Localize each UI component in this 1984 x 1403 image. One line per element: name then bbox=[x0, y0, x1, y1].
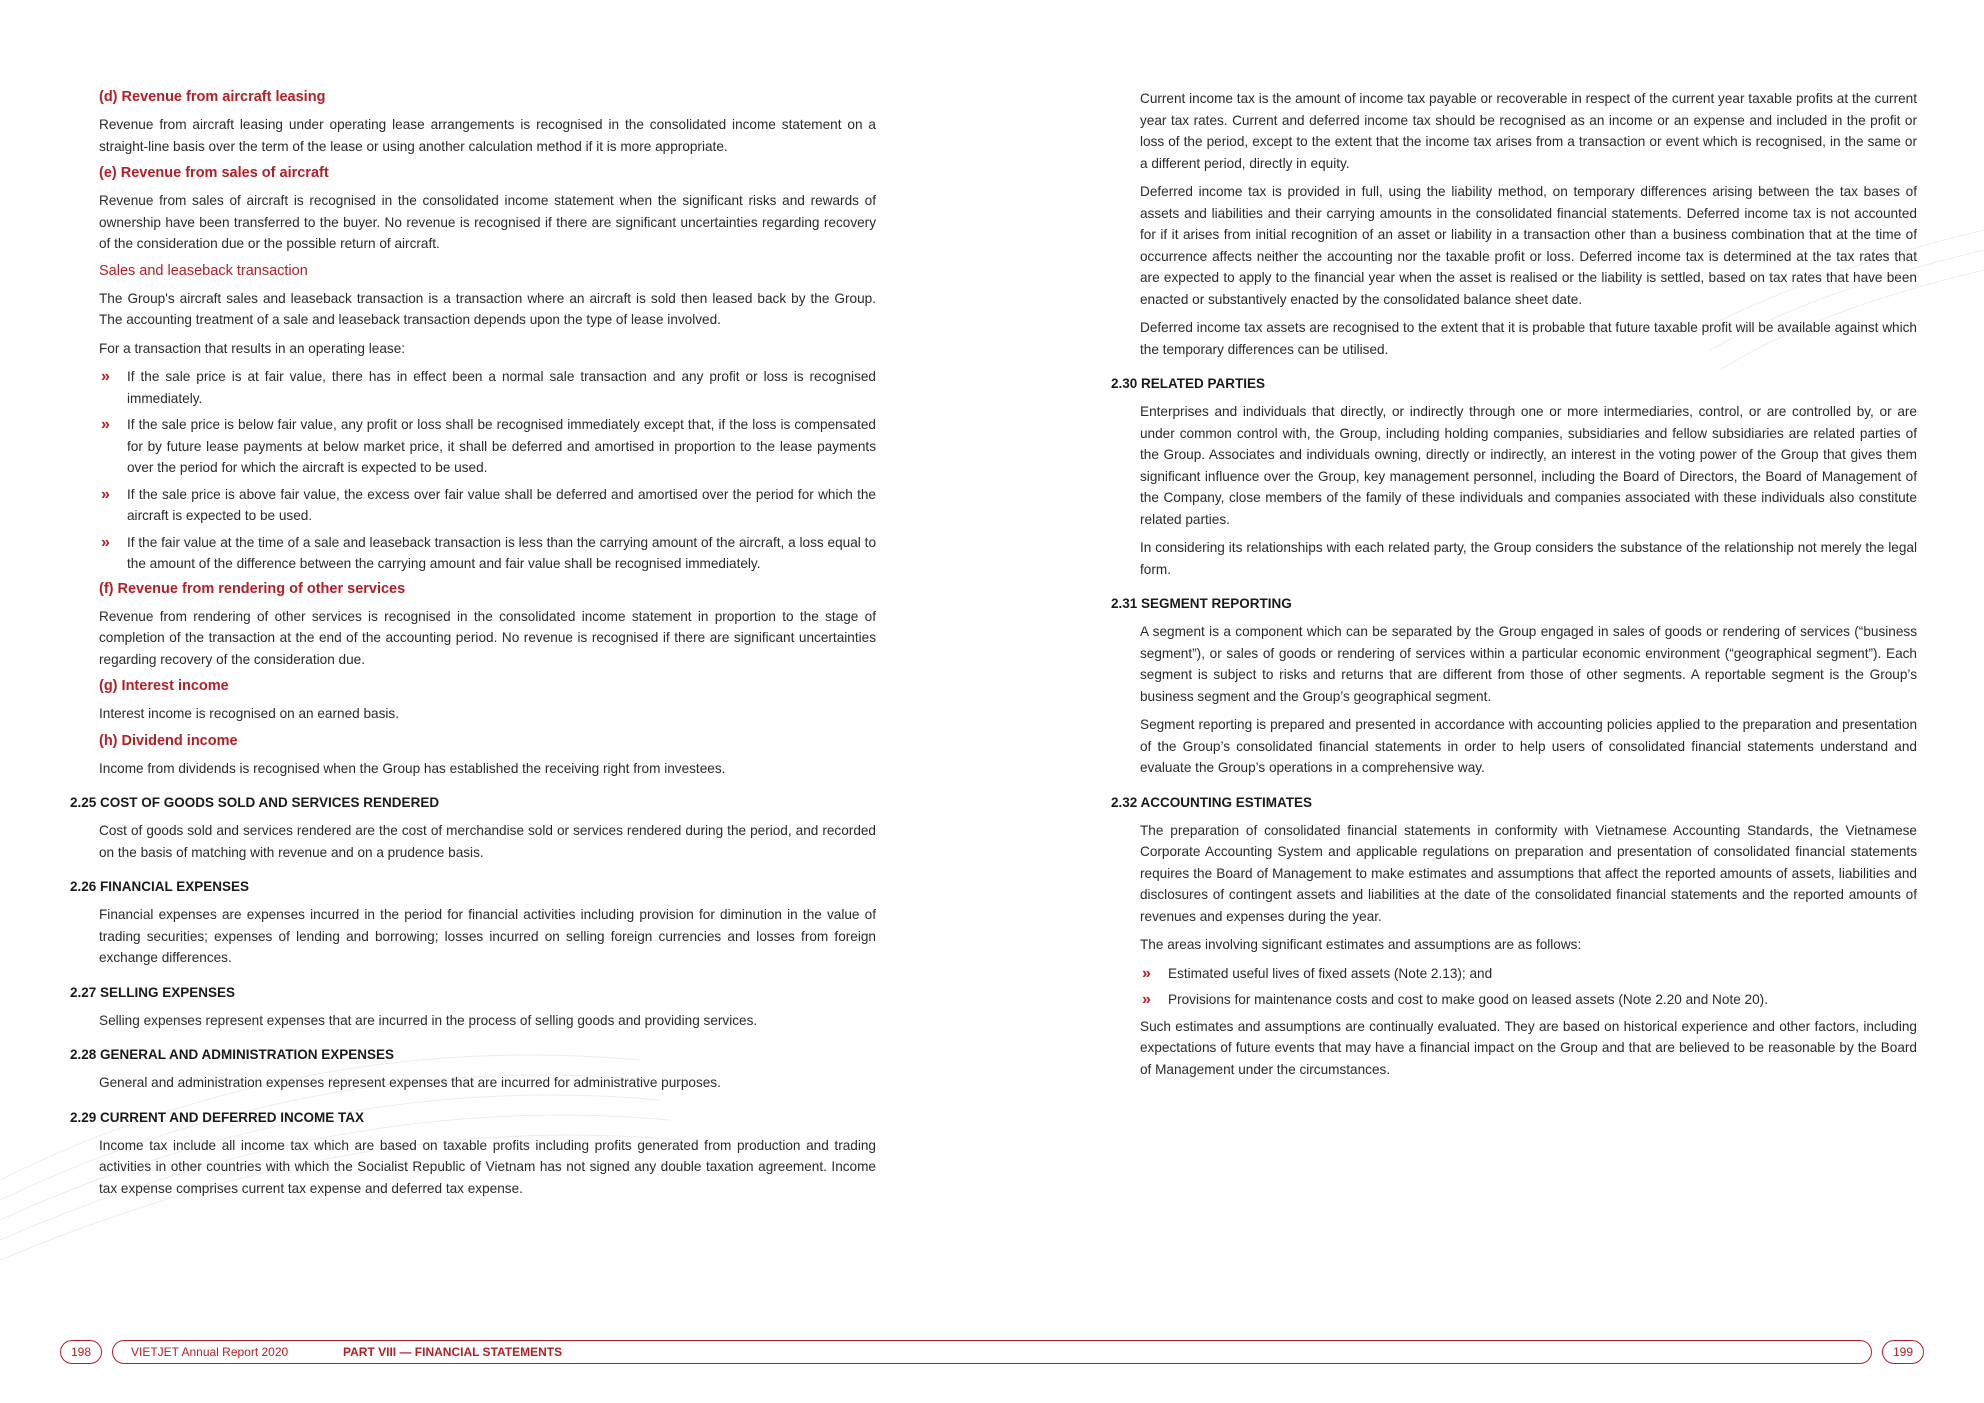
bullet-list-leaseback bbox=[70, 366, 876, 575]
list-item: » If the sale price is at fair value, there has in effect been a normal sale transaction and any profit or loss is recognised immediately. bbox=[101, 368, 876, 406]
paragraph: Income from dividends is recognised when the Group has established the receiving right from investees. bbox=[99, 760, 726, 776]
list-item: » Provisions for maintenance costs and cost to make good on leased assets (Note 2.20 and Note 20). bbox=[1140, 989, 1917, 1011]
chevron-bullet-icon: » bbox=[101, 416, 110, 433]
list-item: » Estimated useful lives of fixed assets (Note 2.13); and bbox=[1140, 963, 1917, 985]
section-heading-2-28: 2.28 GENERAL AND ADMINISTRATION EXPENSES bbox=[70, 1047, 395, 1062]
section-heading-2-31: 2.31 SEGMENT REPORTING bbox=[1111, 596, 1292, 611]
page-number-right: 199 bbox=[1882, 1340, 1924, 1364]
paragraph: Income tax include all income tax which are based on taxable profits including profits generated from production and trading activities in other countries with which the Socialist Republic of Vietnam has not signed any double taxation agreement. Income tax expense comprises current tax expense and deferred tax expense. bbox=[99, 1137, 876, 1196]
chevron-bullet-icon: » bbox=[101, 485, 110, 503]
heading-revenue-aircraft-leasing: (d) Revenue from aircraft leasing bbox=[99, 89, 326, 105]
section-heading-2-26: 2.26 FINANCIAL EXPENSES bbox=[70, 879, 250, 894]
heading-interest-income: (g) Interest income bbox=[99, 678, 229, 694]
paragraph: Revenue from rendering of other services is recognised in the consolidated income statement in proportion to the stage of completion of the transaction at the end of the accounting period. No revenue is recognised if there are significant uncertainties regarding recovery of the consideration due. bbox=[99, 608, 876, 667]
left-page-column bbox=[70, 88, 876, 1206]
bullet-list-estimates bbox=[1111, 963, 1917, 1011]
section-heading-2-27: 2.27 SELLING EXPENSES bbox=[70, 984, 236, 1000]
paragraph: Deferred income tax assets are recognised to the extent that it is probable that future taxable profit will be available against which the temporary differences can be utilised. bbox=[1140, 320, 1917, 357]
part-title: PART VIII — FINANCIAL STATEMENTS bbox=[343, 1345, 563, 1359]
paragraph: Revenue from sales of aircraft is recognised in the consolidated income statement when the significant risks and rewards of ownership have been transferred to the buyer. No revenue is recognised if there are significant uncertainties regarding recovery of the consideration due or the possible return of aircraft. bbox=[99, 193, 876, 251]
list-item: » If the sale price is below fair value, any profit or loss shall be recognised immediately except that, if the loss is compensated for by future lease payments at below market price, it shall be deferred and amortised in proportion to the lease payments over the period for which the aircraft is expected to be used. bbox=[101, 416, 876, 475]
section-heading-2-32: 2.32 ACCOUNTING ESTIMATES bbox=[1111, 794, 1313, 810]
paragraph: General and administration expenses represent expenses that are incurred for administrative purposes. bbox=[99, 1075, 721, 1090]
heading-sales-leaseback: Sales and leaseback transaction bbox=[99, 262, 308, 279]
heading-revenue-other-services: (f) Revenue from rendering of other services bbox=[99, 580, 406, 597]
paragraph: Financial expenses are expenses incurred in the period for financial activities including provision for diminution in the value of trading securities; expenses of lending and borrowing; losses incurred on selling foreign currencies and losses from foreign exchange differences. bbox=[99, 907, 876, 965]
paragraph: The Group's aircraft sales and leaseback transaction is a transaction where an aircraft is sold then leased back by the Group. The accounting treatment of a sale and leaseback transaction depends upon the type of lease involved. bbox=[99, 290, 876, 327]
chevron-bullet-icon: » bbox=[101, 533, 110, 551]
paragraph: Current income tax is the amount of income tax payable or recoverable in respect of the current year taxable profits at the current year tax rates. Current and deferred income tax should be recognised as an income or an expense and included in the profit or loss of the period, except to the extent that the income tax arises from a transaction or event which is recognised, in the same or a different period, directly in equity. bbox=[1140, 91, 1917, 171]
page-number-left: 198 bbox=[60, 1340, 102, 1364]
chevron-bullet-icon: » bbox=[1142, 991, 1151, 1008]
paragraph: The areas involving significant estimates and assumptions are as follows: bbox=[1140, 937, 1582, 952]
report-title: VIETJET Annual Report 2020 bbox=[131, 1345, 289, 1359]
paragraph: Segment reporting is prepared and presented in accordance with accounting policies applied to the preparation and presentation of the Group’s consolidated financial statements in order to help users of consolidated financial statements understand and evaluate the Group’s operations in a comprehensive way. bbox=[1140, 717, 1917, 775]
paragraph: For a transaction that results in an operating lease: bbox=[99, 340, 406, 356]
paragraph: Revenue from aircraft leasing under operating lease arrangements is recognised in the consolidated income statement on a straight-line basis over the term of the lease or using another calculation method if it is more appropriate. bbox=[99, 117, 876, 154]
paragraph: In considering its relationships with each related party, the Group considers the substance of the relationship not merely the legal form. bbox=[1140, 540, 1917, 577]
paragraph: Cost of goods sold and services rendered are the cost of merchandise sold or services rendered during the period, and recorded on the basis of matching with revenue and on a prudence basis. bbox=[99, 823, 876, 860]
paragraph: A segment is a component which can be separated by the Group engaged in sales of goods or rendering of services (“business segment”), or sales of goods or rendering of services within a particular economic environment (“geographical segment”). Each segment is subject to risks and returns that are different from those of other segments. A reportable segment is the Group’s business segment and the Group’s geographical segment. bbox=[1140, 624, 1917, 704]
paragraph: Interest income is recognised on an earned basis. bbox=[99, 706, 399, 721]
paragraph: Enterprises and individuals that directly, or indirectly through one or more intermediaries, control, or are controlled by, or are under common control with, the Group, including holding companies, subsidiaries and fellow subsidiaries are related parties of the Group. Associates and individuals owning, directly or indirectly, an interest in the voting power of the Group that gives them significant influence over the Group, key management personnel, including the Board of Directors, the Board of Management of the Company, close members of the family of these individuals and companies associated with these individuals also constitute related parties. bbox=[1140, 404, 1917, 527]
list-item: » If the fair value at the time of a sale and leaseback transaction is less than the carrying amount of the aircraft, a loss equal to the amount of the difference between the carrying amount and fair value shall be recognised immediately. bbox=[101, 533, 876, 571]
paragraph: The preparation of consolidated financial statements in conformity with Vietnamese Accounting Standards, the Vietnamese Corporate Accounting System and applicable regulations on preparation and presentation of consolidated financial statements requires the Board of Management to make estimates and assumptions that affect the reported amounts of assets, liabilities and disclosures of contingent assets and liabilities at the date of the consolidated financial statements and the reported amounts of revenues and expenses during the year. bbox=[1140, 822, 1917, 924]
chevron-bullet-icon: » bbox=[1142, 964, 1151, 982]
list-item: » If the sale price is above fair value, the excess over fair value shall be deferred and amortised over the period for which the aircraft is expected to be used. bbox=[101, 485, 876, 523]
paragraph: Selling expenses represent expenses that are incurred in the process of selling goods and providing services. bbox=[99, 1012, 758, 1028]
footer-bar bbox=[112, 1340, 1872, 1364]
chevron-bullet-icon: » bbox=[101, 368, 110, 385]
right-page-column bbox=[1111, 88, 1917, 1087]
heading-dividend-income: (h) Dividend income bbox=[99, 732, 238, 749]
paragraph: Deferred income tax is provided in full, using the liability method, on temporary differences arising between the tax bases of assets and liabilities and their carrying amounts in the consolidated financial statements. Deferred income tax is not accounted for if it arises from initial recognition of an asset or liability in a transaction other than a business combination that at the time of occurrence affects neither the accounting nor the taxable profit or loss. Deferred income tax is determined at the tax rates that are expected to apply to the financial year when the asset is realised or the liability is settled, based on tax rates that have been enacted or substantively enacted by the consolidated balance sheet date. bbox=[1140, 184, 1917, 307]
section-heading-2-30: 2.30 RELATED PARTIES bbox=[1111, 376, 1266, 391]
paragraph: Such estimates and assumptions are continually evaluated. They are based on historical experience and other factors, including expectations of future events that may have a financial impact on the Group and that are believed to be reasonable by the Board of Management under the circumstances. bbox=[1140, 1018, 1917, 1077]
section-heading-2-25: 2.25 COST OF GOODS SOLD AND SERVICES RENDERED bbox=[70, 795, 440, 810]
page-footer bbox=[60, 1340, 1924, 1366]
heading-revenue-sales-aircraft: (e) Revenue from sales of aircraft bbox=[99, 165, 329, 181]
section-heading-2-29: 2.29 CURRENT AND DEFERRED INCOME TAX bbox=[70, 1109, 365, 1125]
